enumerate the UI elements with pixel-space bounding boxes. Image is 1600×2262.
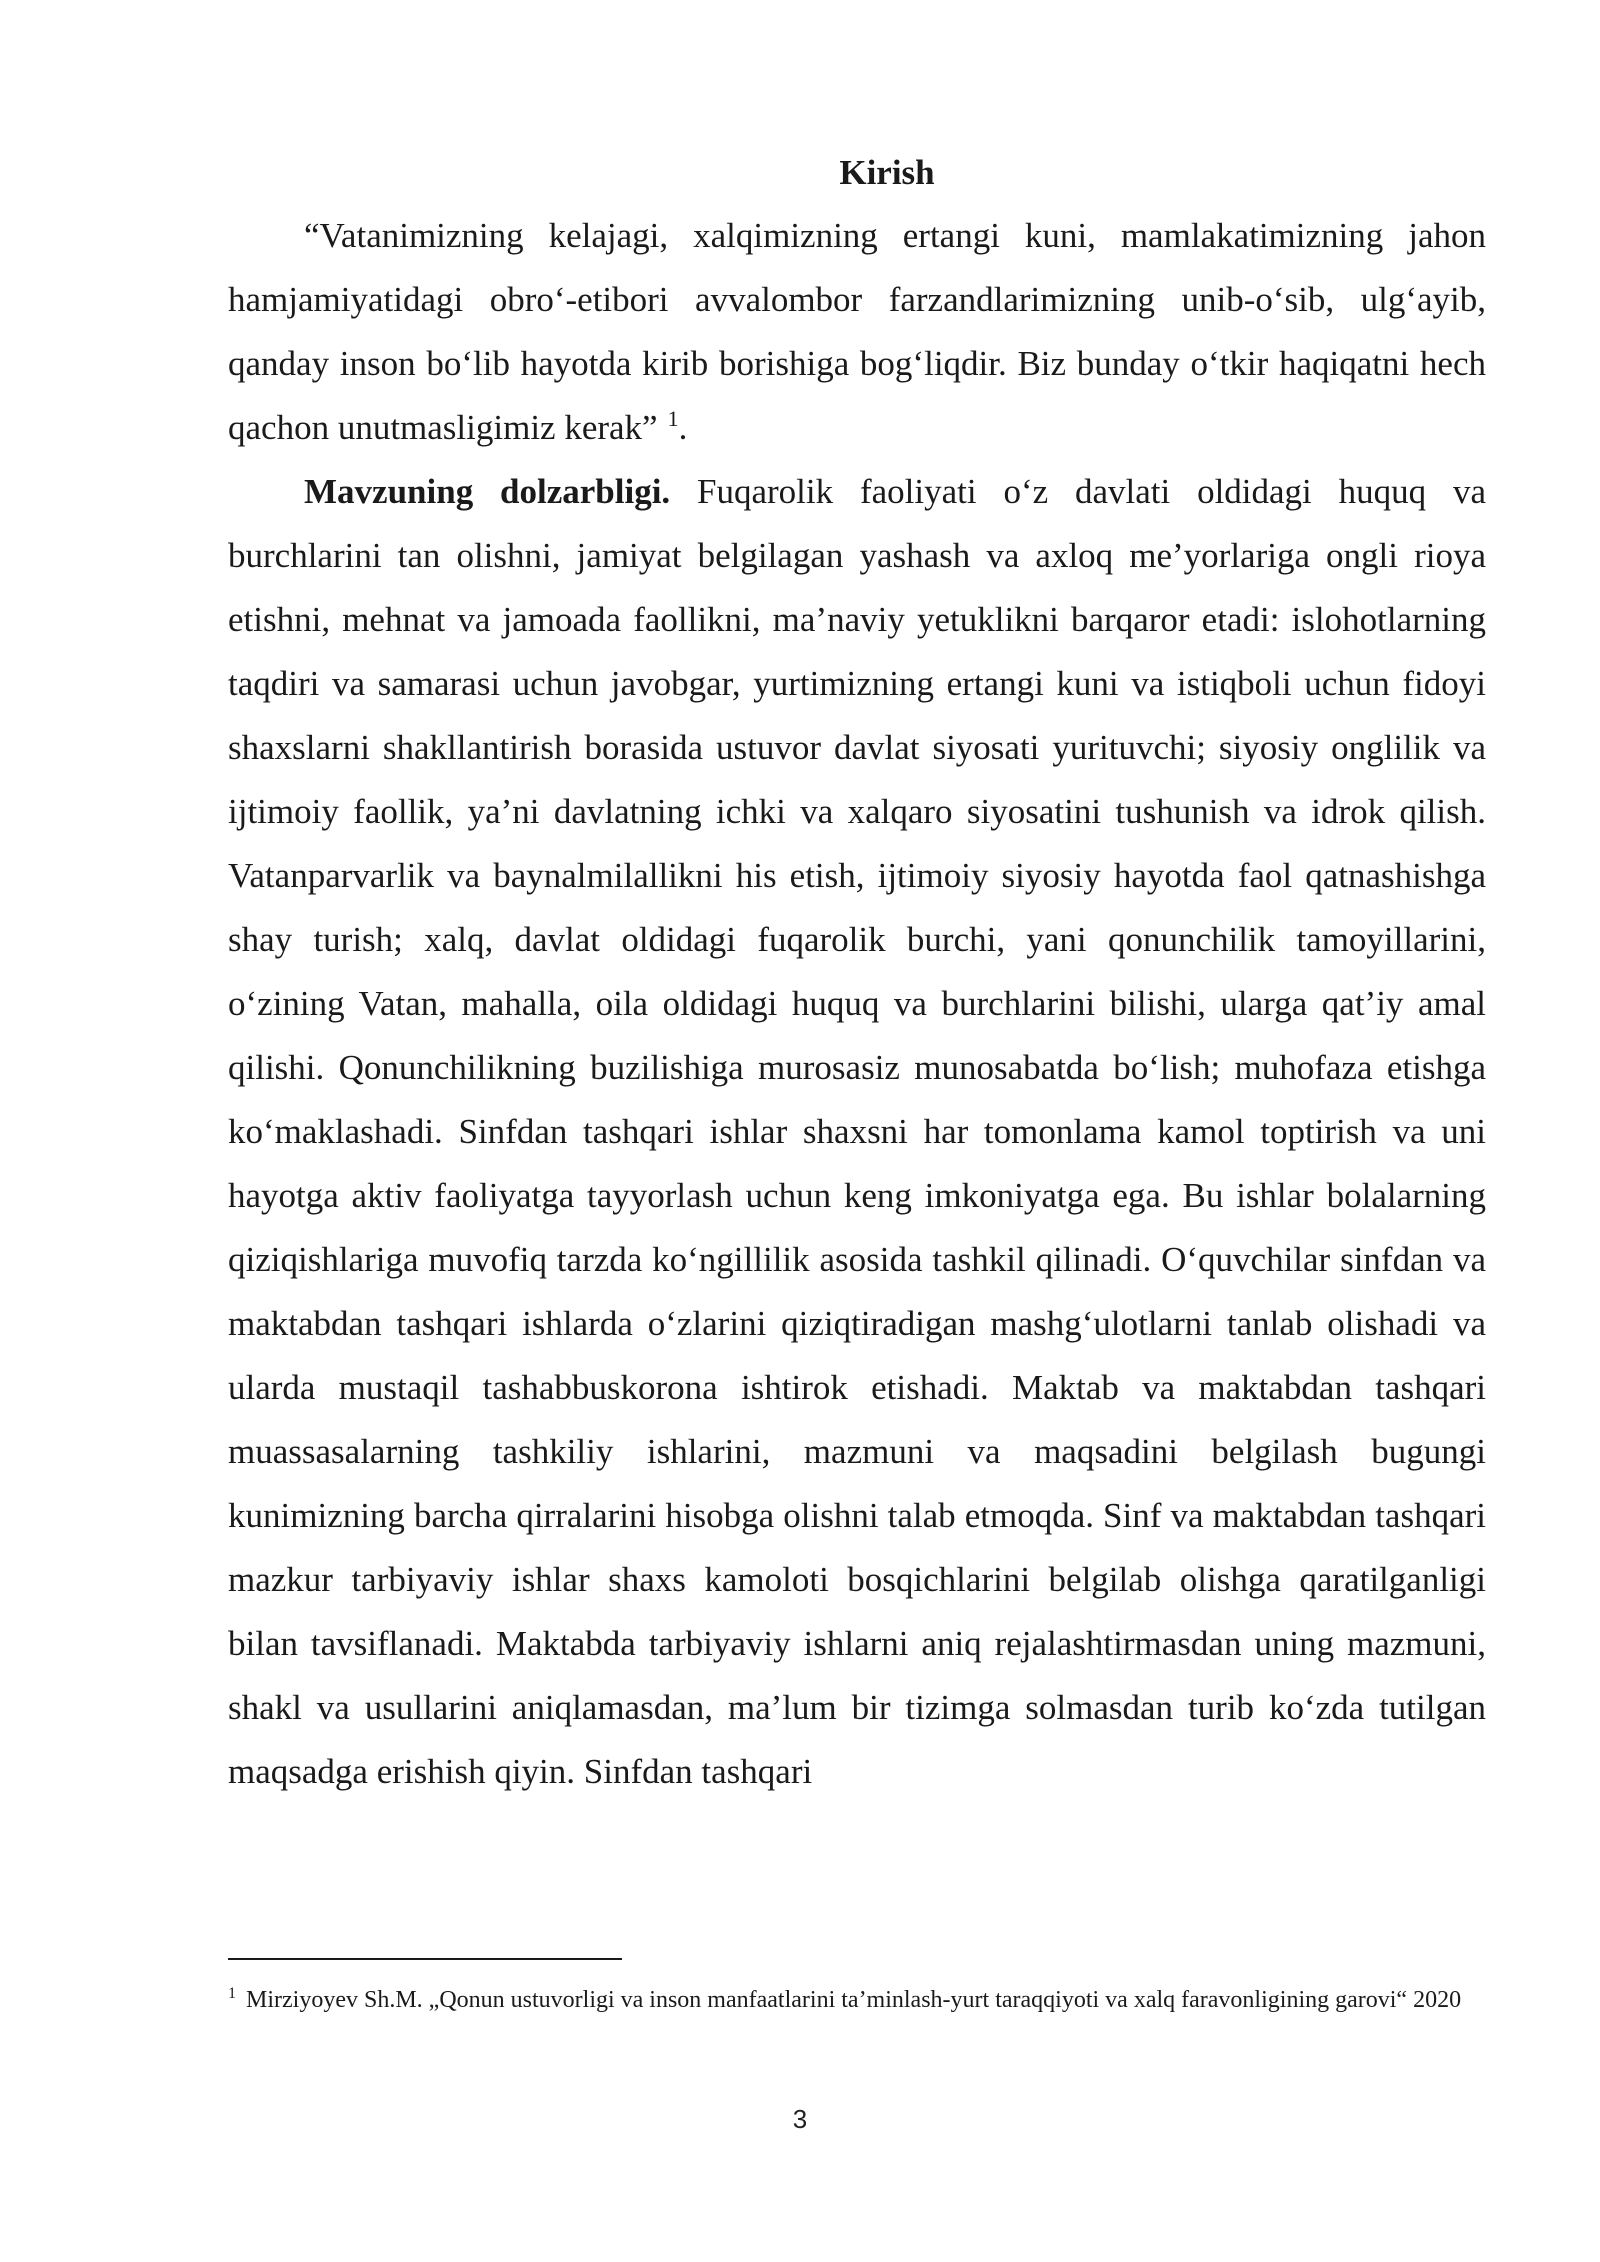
page-number: 3 [792,2104,808,2134]
section-lead-title: Mavzuning dolzarbligi. [304,472,671,511]
footnote-area [228,1958,1486,2022]
main-paragraph [228,460,1486,1804]
main-paragraph-text: Fuqarolik faoliyati o‘z davlati oldidagi huquq va burchlarini tan olishni, jamiyat belgilagan yashash va axloq me’yorlariga ongli rioya etishni, mehnat va jamoada faollikni, ma’naviy yetuklikni barqaror etadi: islohotlarning taqdiri va samarasi uchun javobgar, yurtimizning ertangi kuni va istiqboli uchun fidoyi shaxslarni shakllantirish borasida ustuvor davlat siyosati yurituvchi; siyosiy onglilik va ijtimoiy faollik, ya’ni davlatning ichki va xalqaro siyosatini tushunish va idrok qilish. Vatanparvarlik va baynalmilallikni his etish, ijtimoiy siyosiy hayotda faol qatnashishga shay turish; xalq, davlat oldidagi fuqarolik burchi, yani qonunchilik tamoyillarini, o‘zining Vatan, mahalla, oila oldidagi huquq va burchlarini bilishi, ularga qat’iy amal qilishi. Qonunchilikning buzilishiga murosasiz munosabatda bo‘lish; muhofaza etishga ko‘maklashadi. Sinfdan tashqari ishlar shaxsni har tomonlama kamol toptirish va uni hayotga aktiv faoliyatga tayyorlash uchun keng imkoniyatga ega. Bu ishlar bolalarning qiziqishlariga muvofiq tarzda ko‘ngillilik asosida tashkil qilinadi. O‘quvchilar sinfdan va maktabdan tashqari ishlarda o‘zlarini qiziqtiradigan mashg‘ulotlarni tanlab olishadi va ularda mustaqil tashabbuskorona ishtirok etishadi. Maktab va maktabdan tashqari muassasalarning tashkiliy ishlarini, mazmuni va maqsadini belgilash bugungi kunimizning barcha qirralarini hisobga olishni talab etmoqda. Sinf va maktabdan tashqari mazkur tarbiyaviy ishlar shaxs kamoloti bosqichlarini belgilab olishga qaratilganligi bilan tavsiflanadi. Maktabda tarbiyaviy ishlarni aniq rejalashtirmasdan uning mazmuni, shakl va usullarini aniqlamasdan, ma’lum bir tizimga solmasdan turib ko‘zda tutilgan maqsadga erishish qiyin. Sinfdan tashqari [228,472,1486,1791]
footnote-mark: 1 [228,1985,236,2002]
epigraph-end-punctuation: . [678,408,688,447]
footnote-text: Mirziyoyev Sh.M. „Qonun ustuvorligi va inson manfaatlarini ta’minlash-yurt taraqqiyoti va xalq faravonligining garovi“ 2020 [246,1987,1462,2013]
footnote-separator [228,1958,622,1960]
epigraph-paragraph [228,204,1486,460]
epigraph-text: “Vatanimizning kelajagi, xalqimizning ertangi kuni, mamlakatimizning jahon hamjamiyatidagi obro‘-etibori avvalombor farzandlarimizning unib-o‘sib, ulg‘ayib, qanday inson bo‘lib hayotda kirib borishiga bog‘liqdir. Biz bunday o‘tkir haqiqatni hech qachon unutmasligimiz kerak” [228,216,1486,447]
footnote [228,1978,1486,2022]
body-content [228,142,1486,1804]
footnote-reference[interactable]: 1 [667,406,679,432]
page-heading: Kirish [839,153,935,192]
